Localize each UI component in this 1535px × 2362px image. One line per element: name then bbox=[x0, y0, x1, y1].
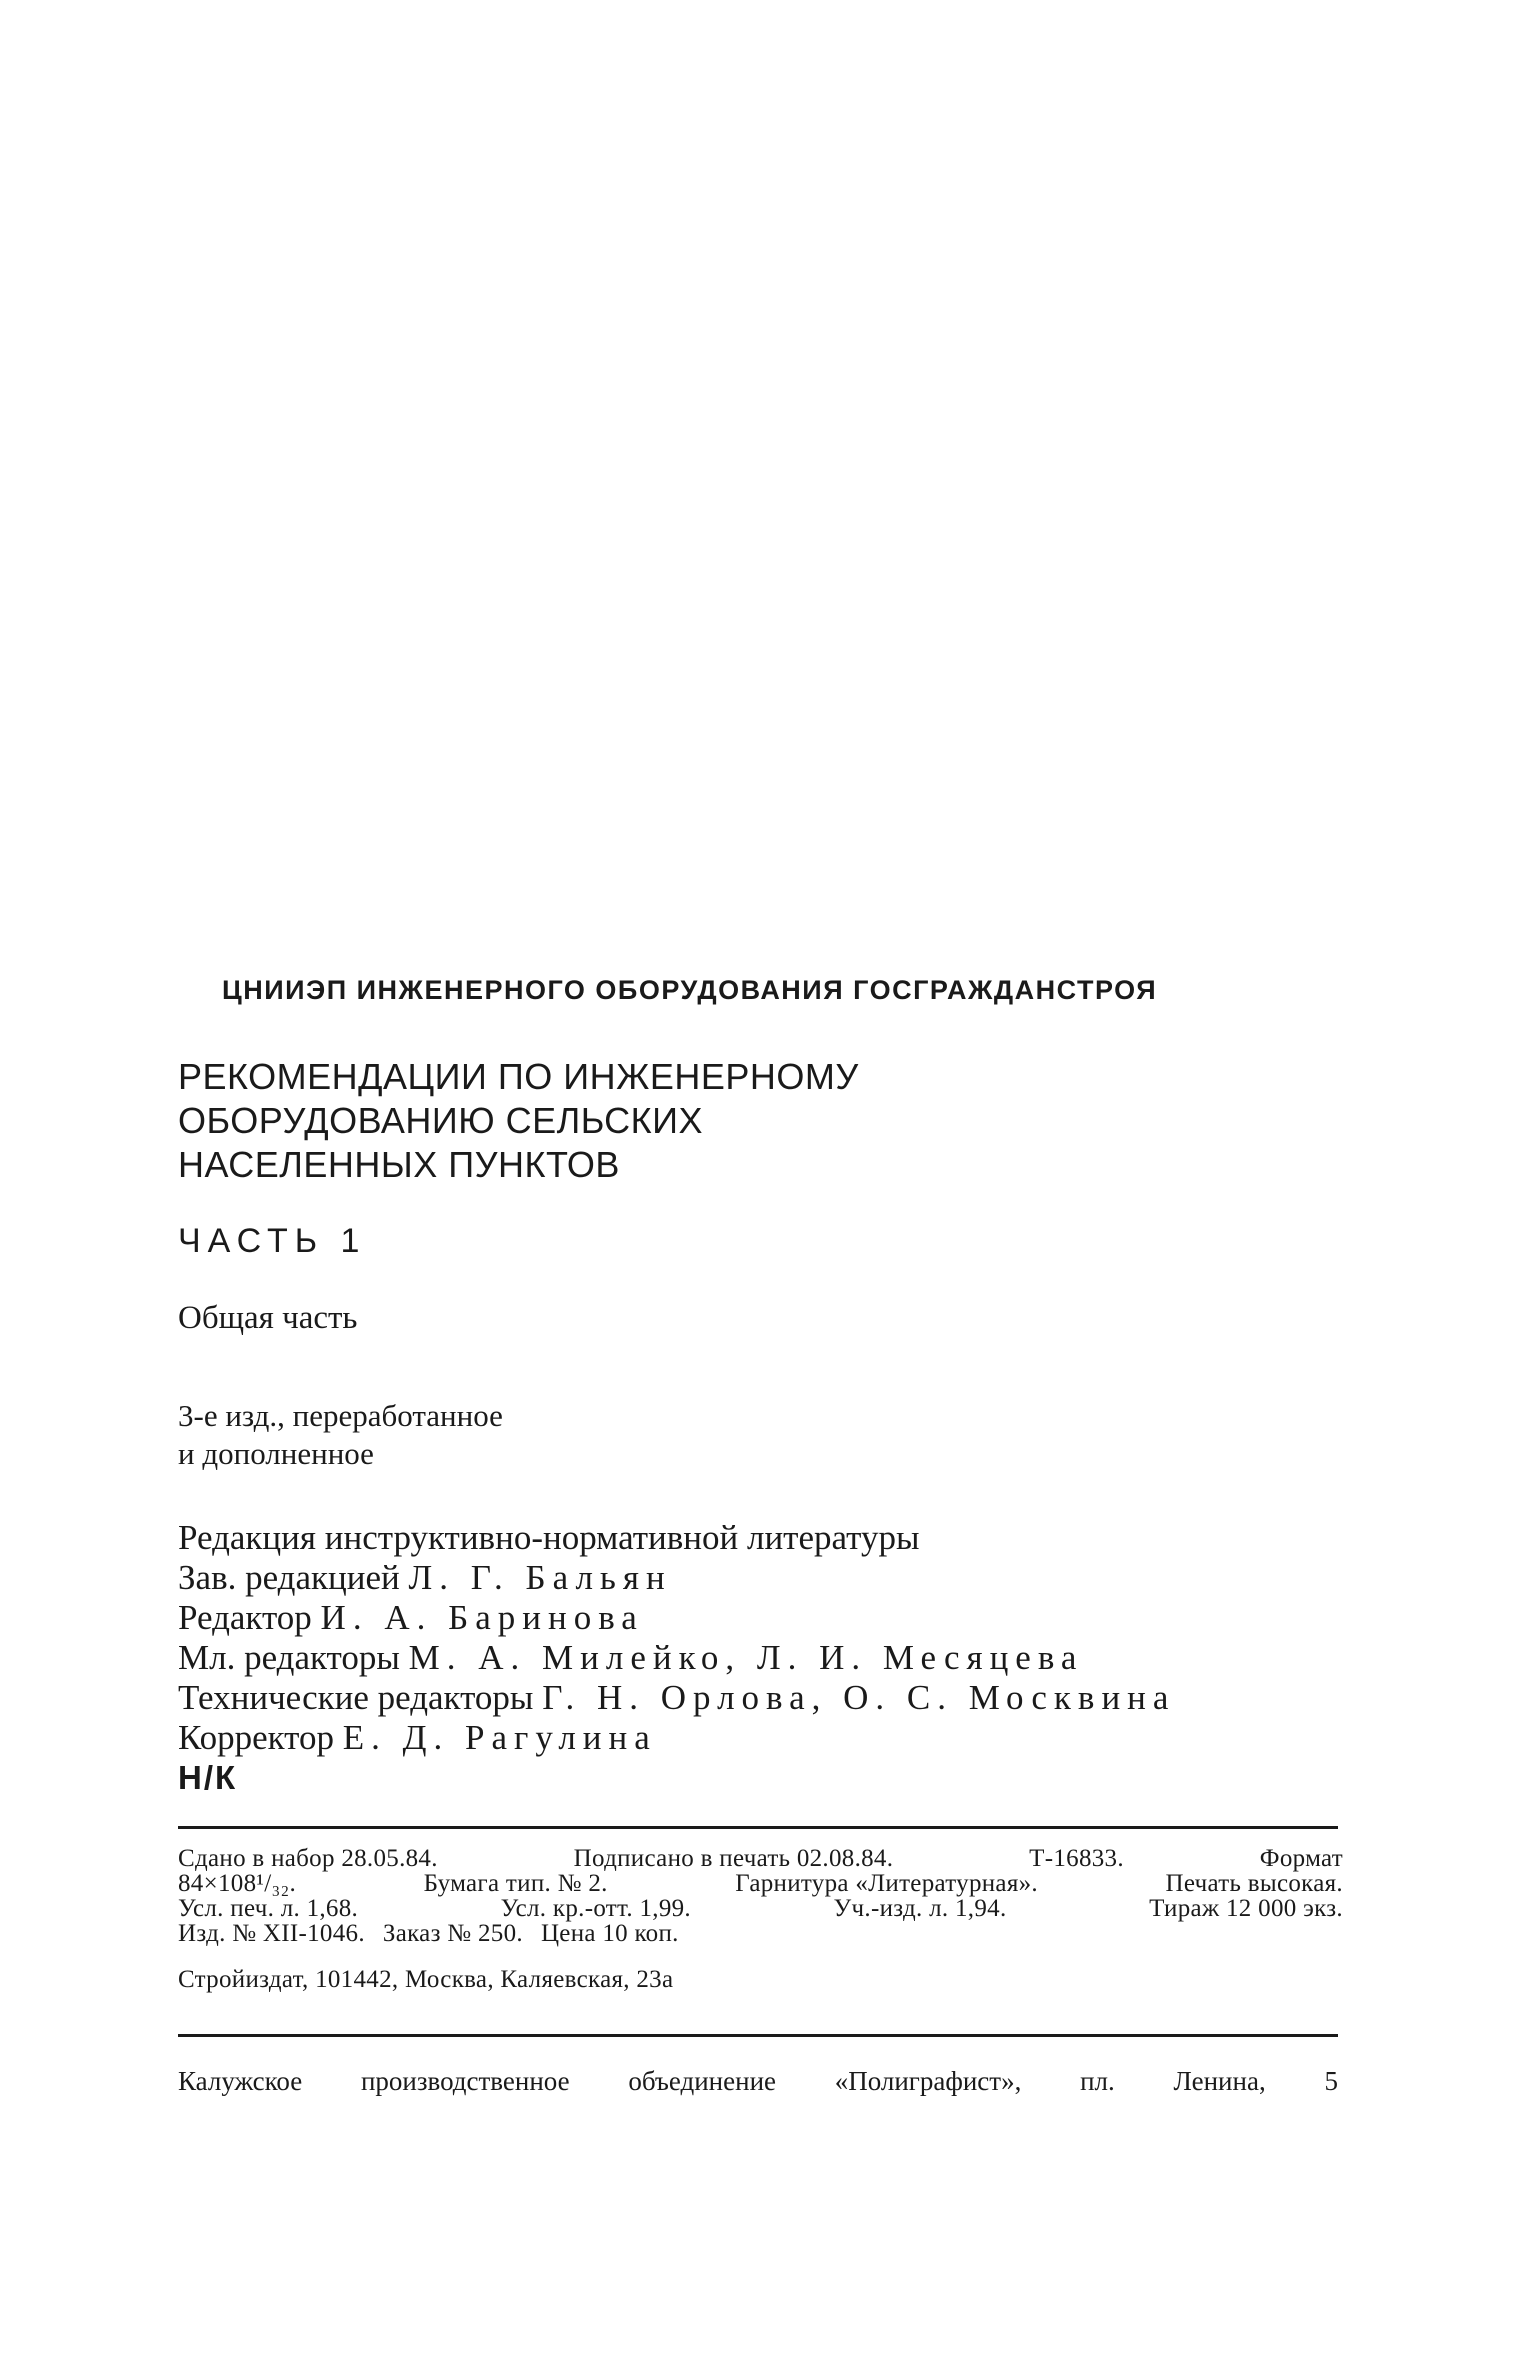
printer-word: «Полиграфист», bbox=[834, 2066, 1022, 2096]
credit-role: Мл. редакторы bbox=[178, 1638, 400, 1677]
imprint-field: Уч.-изд. л. 1,94. bbox=[833, 1895, 1007, 1922]
imprint-field: Усл. кр.-отт. 1,99. bbox=[500, 1895, 691, 1922]
publisher-address: Стройиздат, 101442, Москва, Каляевская, 23а bbox=[178, 1966, 674, 1993]
editorial-credits bbox=[178, 1518, 1343, 1798]
imprint-line bbox=[178, 1896, 1343, 1921]
editor-credit bbox=[178, 1598, 1343, 1638]
printer-word: Калужское bbox=[178, 2066, 303, 2096]
imprint-field: Гарнитура «Литературная». bbox=[735, 1870, 1038, 1897]
imprint-field: Печать высокая. bbox=[1165, 1870, 1343, 1897]
printer-word: производственное bbox=[360, 2066, 570, 2096]
divider-bottom bbox=[178, 2034, 1338, 2037]
credit-role: Технические редакторы bbox=[178, 1678, 534, 1717]
editorial-office: Редакция инструктивно-нормативной литературы bbox=[178, 1518, 920, 1557]
imprint-field: Сдано в набор 28.05.84. bbox=[178, 1845, 438, 1872]
printer-word: Ленина, bbox=[1173, 2066, 1266, 2096]
printer-word: 5 bbox=[1324, 2066, 1338, 2096]
corrector-credit bbox=[178, 1718, 1343, 1758]
imprint-line bbox=[178, 1921, 1343, 1946]
imprint-field: Формат bbox=[1259, 1845, 1343, 1872]
book-title bbox=[178, 1055, 1343, 1187]
imprint-field: Бумага тип. № 2. bbox=[423, 1870, 608, 1897]
divider-top bbox=[178, 1826, 1338, 1829]
credit-name: Л. Г. Бальян bbox=[408, 1558, 672, 1597]
head-of-office-credit bbox=[178, 1558, 1343, 1598]
credit-role: Зав. редакцией bbox=[178, 1558, 400, 1597]
catalog-code: Н/К bbox=[178, 1759, 238, 1796]
imprint-line bbox=[178, 1846, 1343, 1871]
credit-role: Корректор bbox=[178, 1718, 335, 1757]
edition-line: 3-е изд., переработанное bbox=[178, 1398, 503, 1433]
edition-line: и дополненное bbox=[178, 1436, 374, 1471]
imprint-field: Заказ № 250. bbox=[382, 1920, 523, 1947]
print-imprint bbox=[178, 1846, 1343, 1946]
imprint-field: Изд. № XII-1046. bbox=[178, 1920, 365, 1947]
imprint-field: Тираж 12 000 экз. bbox=[1149, 1895, 1343, 1922]
imprint-field: Подписано в печать 02.08.84. bbox=[573, 1845, 894, 1872]
organization-heading: ЦНИИЭП ИНЖЕНЕРНОГО ОБОРУДОВАНИЯ ГОСГРАЖДАНСТРОЯ bbox=[222, 975, 1158, 1005]
imprint-line bbox=[178, 1871, 1343, 1896]
edition-note bbox=[178, 1397, 1343, 1473]
printer-word: пл. bbox=[1080, 2066, 1115, 2096]
printer-line bbox=[178, 2066, 1338, 2097]
part-subtitle: Общая часть bbox=[178, 1300, 358, 1336]
credit-role: Редактор bbox=[178, 1598, 312, 1637]
imprint-field: Т-16833. bbox=[1029, 1845, 1124, 1872]
title-line: РЕКОМЕНДАЦИИ ПО ИНЖЕНЕРНОМУ bbox=[178, 1056, 859, 1097]
title-line: НАСЕЛЕННЫХ ПУНКТОВ bbox=[178, 1144, 620, 1185]
imprint-field: Цена 10 коп. bbox=[540, 1920, 679, 1947]
title-line: ОБОРУДОВАНИЮ СЕЛЬСКИХ bbox=[178, 1100, 703, 1141]
printer-word: объединение bbox=[628, 2066, 776, 2096]
part-label: ЧАСТЬ 1 bbox=[178, 1222, 367, 1260]
imprint-field: 84×108¹/₃₂. bbox=[178, 1870, 297, 1897]
junior-editors-credit bbox=[178, 1638, 1343, 1678]
technical-editors-credit bbox=[178, 1678, 1343, 1718]
credit-name: Е. Д. Рагулина bbox=[342, 1718, 657, 1757]
imprint-field: Усл. печ. л. 1,68. bbox=[178, 1895, 359, 1922]
credit-name: Г. Н. Орлова, О. С. Москвина bbox=[542, 1678, 1176, 1717]
credit-name: И. А. Баринова bbox=[320, 1598, 644, 1637]
credit-name: М. А. Милейко, Л. И. Месяцева bbox=[408, 1638, 1084, 1677]
